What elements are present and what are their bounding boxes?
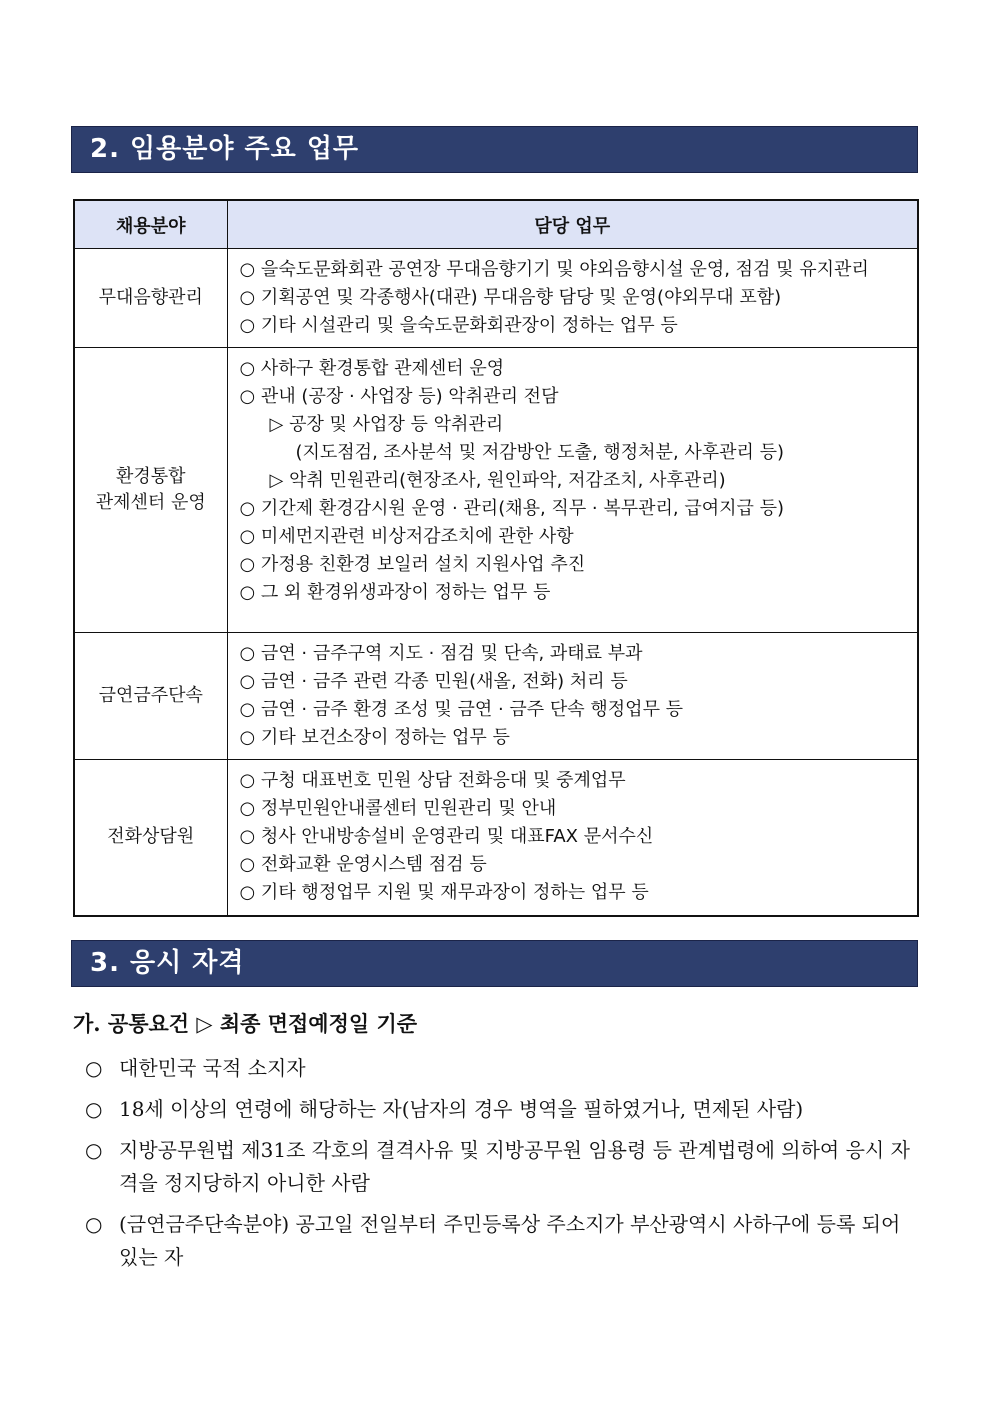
requirement-text: 지방공무원법 제31조 각호의 결격사유 및 지방공무원 임용령 등 관계법령에 의하여 응시 자격을 정지당하지 아니한 사람 (119, 1138, 910, 1195)
header-field: 채용분야 (74, 200, 227, 249)
task-item: ○ 청사 안내방송설비 운영관리 및 대표FAX 문서수신 (239, 826, 654, 847)
table-row (74, 249, 918, 348)
field-cell: 전화상담원 (74, 760, 227, 916)
table-row (74, 348, 918, 633)
tasks-cell (227, 760, 918, 916)
requirement-text: 18세 이상의 연령에 해당하는 자(남자의 경우 병역을 필하였거나, 면제된 사람) (119, 1097, 804, 1121)
circle-bullet-icon: ○ (85, 1212, 103, 1236)
task-subitem-detail: (지도점검, 조사분석 및 저감방안 도출, 행정처분, 사후관리 등) (295, 442, 785, 463)
task-item: ○ 가정용 친환경 보일러 설치 지원사업 추진 (239, 554, 586, 575)
task-item: ○ 기타 행정업무 지원 및 재무과장이 정하는 업무 등 (239, 882, 649, 903)
task-subitem: ▷ 악취 민원관리(현장조사, 원인파악, 저감조치, 사후관리) (269, 470, 726, 491)
list-item (85, 1134, 919, 1200)
field-cell: 무대음향관리 (74, 249, 227, 348)
task-item: ○ 을숙도문화회관 공연장 무대음향기기 및 야외음향시설 운영, 점검 및 유지관리 (239, 259, 869, 280)
task-item: ○ 관내 (공장 · 사업장 등) 악취관리 전담 (239, 386, 559, 407)
requirements-heading: 가. 공통요건 ▷ 최종 면접예정일 기준 (73, 1011, 418, 1036)
field-cell (74, 348, 227, 633)
task-item: ○ 기타 보건소장이 정하는 업무 등 (239, 727, 510, 748)
table-row (74, 633, 918, 760)
task-item: ○ 정부민원안내콜센터 민원관리 및 안내 (239, 798, 557, 819)
task-item: ○ 그 외 환경위생과장이 정하는 업무 등 (239, 582, 551, 603)
table-row (74, 760, 918, 916)
task-item: ○ 기타 시설관리 및 을숙도문화회관장이 정하는 업무 등 (239, 315, 678, 336)
table-header-row (74, 200, 918, 249)
requirements-list (85, 1052, 919, 1282)
duties-table (73, 199, 919, 917)
task-item: ○ 금연 · 금주구역 지도 · 점검 및 단속, 과태료 부과 (239, 643, 643, 664)
circle-bullet-icon: ○ (85, 1056, 103, 1080)
field-cell: 금연금주단속 (74, 633, 227, 760)
tasks-cell (227, 633, 918, 760)
circle-bullet-icon: ○ (85, 1138, 103, 1162)
field-line: 환경통합 (115, 466, 186, 487)
list-item (85, 1208, 919, 1274)
requirement-text: (금연금주단속분야) 공고일 전일부터 주민등록상 주소지가 부산광역시 사하구에 등록 되어있는 자 (119, 1212, 901, 1269)
task-item: ○ 사하구 환경통합 관제센터 운영 (239, 358, 505, 379)
task-item: ○ 금연 · 금주 관련 각종 민원(새올, 전화) 처리 등 (239, 671, 628, 692)
field-line: 관제센터 운영 (95, 492, 206, 513)
circle-bullet-icon: ○ (85, 1097, 103, 1121)
tasks-cell (227, 249, 918, 348)
task-item: ○ 기간제 환경감시원 운영 · 관리(채용, 직무 · 복무관리, 급여지급 등) (239, 498, 785, 519)
section-3-title: 3. 응시 자격 (71, 940, 918, 987)
task-item: ○ 기획공연 및 각종행사(대관) 무대음향 담당 및 운영(야외무대 포함) (239, 287, 782, 308)
task-item: ○ 구청 대표번호 민원 상담 전화응대 및 중계업무 (239, 770, 626, 791)
list-item (85, 1052, 919, 1085)
requirement-text: 대한민국 국적 소지자 (119, 1056, 306, 1080)
task-item: ○ 전화교환 운영시스템 점검 등 (239, 854, 487, 875)
tasks-cell (227, 348, 918, 633)
section-2-title: 2. 임용분야 주요 업무 (71, 126, 918, 173)
list-item (85, 1093, 919, 1126)
task-subitem: ▷ 공장 및 사업장 등 악취관리 (269, 414, 504, 435)
task-item: ○ 금연 · 금주 환경 조성 및 금연 · 금주 단속 행정업무 등 (239, 699, 684, 720)
header-duties: 담당 업무 (227, 200, 918, 249)
task-item: ○ 미세먼지관련 비상저감조치에 관한 사항 (239, 526, 574, 547)
